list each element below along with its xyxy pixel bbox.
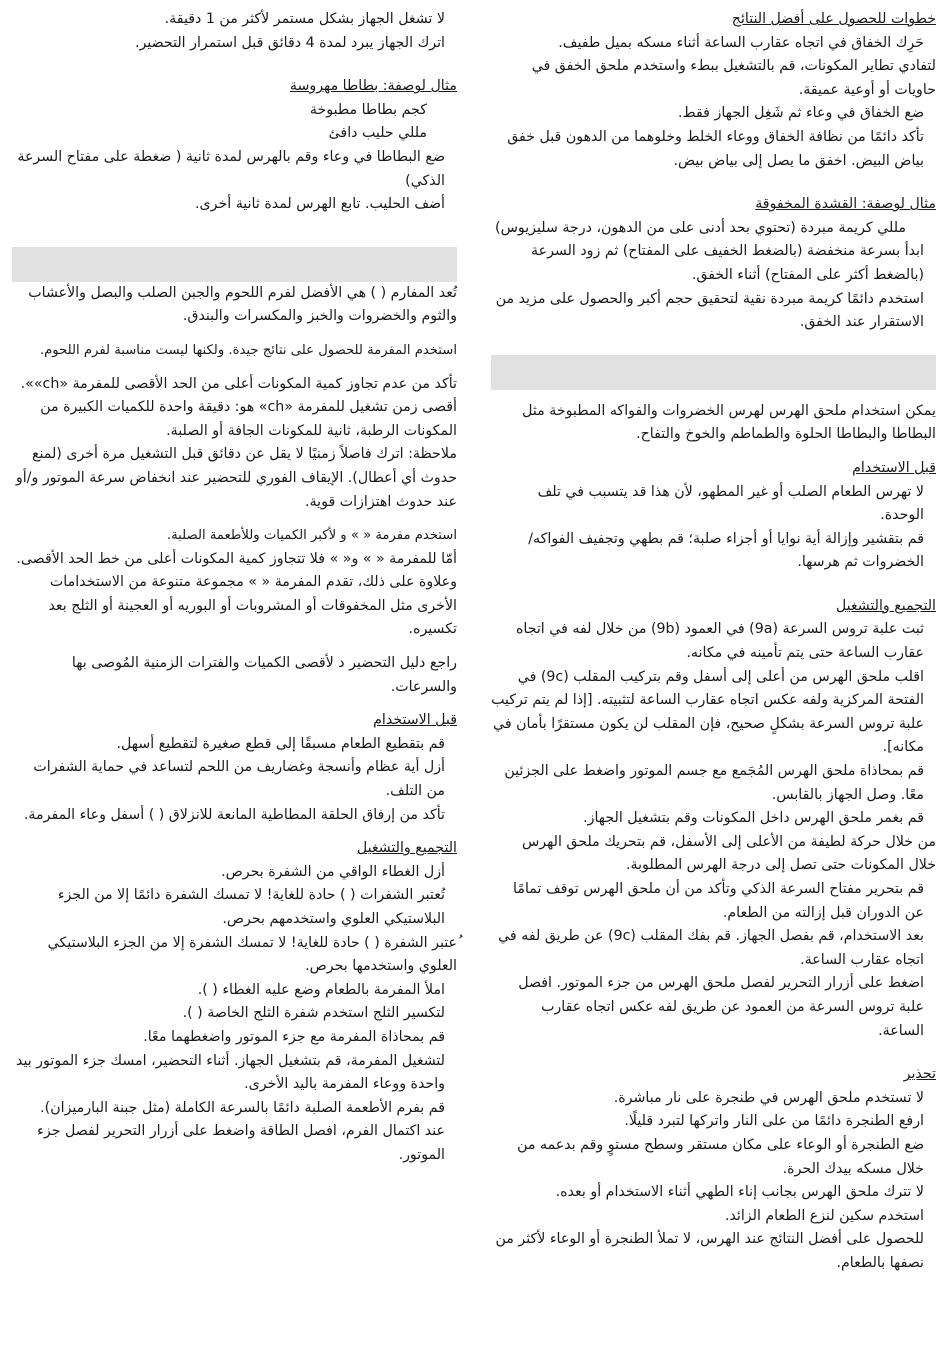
- results-line: تأكد دائمًا من نظافة الخفاق ووعاء الخلط وخلوهما من الدهون قبل خفق بياض البيض. اخفق ما يصل إلى بياض بيض.: [507, 128, 924, 169]
- chopper-more-line: وعلاوة على ذلك، تقدم المفرمة « » مجموعة متنوعة من الاستخدامات الأخرى مثل المخفوقات أو المشروبات أو البوريه أو العجينة أو الثلج بعد تكسيره.: [48, 574, 457, 638]
- chopper-assembly-line: قم بمحاذاة المفرمة مع جزء الموتور واضغطهما معًا.: [143, 1028, 445, 1045]
- warning-line: لا تستخدم ملحق الهرس في طنجرة على نار مباشرة.: [613, 1089, 924, 1106]
- chopper-assembly-line: لتشغيل المفرمة، قم بتشغيل الجهاز. أثناء التحضير، امسك جزء الموتور بيد واحدة ووعاء المفرمة باليد الأخرى.: [16, 1052, 445, 1093]
- warning-line: للحصول على أفضل النتائج عند الهرس، لا تملأ الطنجرة أو الوعاء لأكثر من نصفها بالطعام.: [495, 1231, 924, 1271]
- chopper-assembly-line: املأ المفرمة بالطعام وضع عليه الغطاء ( ).: [197, 981, 445, 998]
- chopper-max-line: أقصى زمن تشغيل للمفرمة «ch» هو: دقيقة واحدة للكميات الكبيرة من المكونات الرطبة، ثانية للمكونات الجافة أو الصلبة.: [40, 399, 457, 439]
- masher-before-use-line: لا تهرس الطعام الصلب أو غير المطهو، لأن هذا قد يتسبب في تلف الوحدة.: [537, 483, 924, 524]
- mashed-recipe-line: أضف الحليب. تابع الهرس لمدة ثانية أخرى.: [195, 196, 445, 213]
- cream-recipe-line: ابدأ بسرعة منخفضة (بالضغط الخفيف على المفتاح) ثم زود السرعة (بالضغط أكثر على المفتاح) أثناء الخفق.: [531, 243, 924, 283]
- mashed-recipe-line: ضع البطاطا في وعاء وقم بالهرس لمدة ثانية ( ضغطة على مفتاح السرعة الذكي): [17, 148, 445, 189]
- masher-assembly-line: اقلب ملحق الهرس من أعلى إلى أسفل وقم بتركيب المقلب (9c) في الفتحة المركزية ولفه عكس اتجاه عقارب الساعة لتثبيته. [إذا لم يتم تركيب علبة تروس السرعة بشكلٍ صحيح، فإن المقلب لن يكون مستقرًا بأمان في مكانه].: [491, 668, 924, 756]
- cream-recipe-line: مللي كريمة مبردة (تحتوي بحد أدنى على من الدهون، درجة سليزيوس): [495, 219, 906, 236]
- section-header-band: [491, 355, 936, 390]
- chopper-intro: تُعد المفارم ( ) هي الأفضل لفرم اللحوم والجبن الصلب والبصل والأعشاب والثوم والخضروات والخبز والمكسرات والبندق.: [28, 284, 457, 325]
- chopper-assembly-line: تُعتبر الشفرات ( ) حادة للغاية! لا تمسك الشفرة دائمًا إلا من الجزء البلاستيكي العلوي واستخدمهم بحرص.: [57, 887, 445, 927]
- results-line: حَرِك الخفاق في اتجاه عقارب الساعة أثناء مسكه بميل طفيف.: [558, 34, 924, 51]
- right-column: [491, 8, 936, 1276]
- warning-line: استخدم سكين لنزع الطعام الزائد.: [724, 1207, 924, 1224]
- usage-note-line: لا تشغل الجهاز بشكل مستمر لأكثر من 1 دقيقة.: [164, 11, 445, 27]
- results-heading: خطوات للحصول على أفضل النتائج: [731, 11, 936, 27]
- warning-heading: تحذير: [903, 1066, 936, 1083]
- masher-assembly-line: قم بمحاذاة ملحق الهرس المُجَمع مع جسم الموتور واضغط على الجزئين معًا. وصل الجهاز بالقابس.: [504, 763, 924, 803]
- left-column: [12, 8, 457, 1168]
- mashed-recipe-heading: مثال لوصفة: بطاطا مهروسة: [289, 78, 457, 95]
- chopper-assembly-line: لتكسير الثلج استخدم شفرة الثلج الخاصة ( ).: [182, 1005, 445, 1022]
- masher-before-use-line: قم بتقشير وإزالة أية نوايا أو أجزاء صلبة؛ قم بطهي وتجفيف الفواكه/ الخضروات ثم هرسها.: [528, 530, 924, 571]
- chopper-before-use-line: تأكد من إرفاق الحلقة المطاطية المانعة للانزلاق ( ) أسفل وعاء المفرمة.: [23, 806, 445, 823]
- chopper-assembly-line: أزل الغطاء الواقي من الشفرة بحرص.: [221, 863, 445, 880]
- chopper-before-use-line: أزل أية عظام وأنسجة وغضاريف من اللحم لتساعد في حماية الشفرات من التلف.: [33, 759, 445, 800]
- preparation-guide-note: راجع دليل التحضير د لأقصى الكميات والفترات الزمنية المُوصى بها والسرعات.: [71, 655, 457, 695]
- chopper-more-line: أمّا للمفرمة « » و« » فلا تتجاوز كمية المكونات أعلى من خط الحد الأقصى.: [16, 550, 457, 567]
- results-line: لتفادي تطاير المكونات، قم بالتشغيل ببطء واستخدم ملحق الخفق في حاويات أو أوعية عميقة.: [531, 58, 936, 98]
- mashed-recipe-line: مللي حليب دافئ: [328, 125, 427, 142]
- chopper-assembly-line: عند اكتمال الفرم، افصل الطاقة واضغط على أزرار التحرير لفصل جزء الموتور.: [37, 1123, 445, 1163]
- masher-assembly-line: بعد الاستخدام، قم بفصل الجهاز. قم بفك المقلب (9c) عن طريق لفه في اتجاه عقارب الساعة.: [498, 928, 924, 968]
- chopper-max-line: تأكد من عدم تجاوز كمية المكونات أعلى من الحد الأقصى للمفرمة «ch»».: [20, 375, 457, 392]
- masher-assembly-line: من خلال حركة لطيفة من الأعلى إلى الأسفل، قم بتحريك ملحق الهرس خلال المكونات حتى تصل إلى درجة الهرس المطلوبة.: [521, 833, 936, 874]
- chopper-assembly-heading: التجميع والتشغيل: [356, 840, 457, 857]
- results-line: ضع الخفاق في وعاء ثم شَغِل الجهاز فقط.: [678, 105, 924, 122]
- chopper-max-line: ملاحظة: اترك فاصلاً زمنيًا لا يقل عن دقائق قبل التشغيل مرة أخرى (لمنع حدوث أي أعطال). الإيقاف الفوري للتحضير عند انخفاض سرعة الموتور و/أو عند حدوث اهتزازات قوية.: [15, 446, 457, 510]
- masher-assembly-line: ثبت علبة تروس السرعة (9a) في العمود (9b) من خلال لفه في اتجاه عقارب الساعة حتى يتم تأمينه في مكانه.: [515, 621, 924, 662]
- chopper-assembly-line: ُعتبر الشفرة ( ) حادة للغاية! لا تمسك الشفرة إلا من الجزء البلاستيكي العلوي واستخدمها بحرص.: [47, 934, 457, 975]
- warning-line: لا تترك ملحق الهرس بجانب إناء الطهي أثناء الاستخدام أو بعده.: [555, 1184, 924, 1201]
- chopper-large-note: استخدم مفرمة « » و لأكبر الكميات وللأطعمة الصلبة.: [166, 528, 457, 544]
- masher-assembly-line: قم بتحرير مفتاح السرعة الذكي وتأكد من أن ملحق الهرس توقف تمامًا عن الدوران قبل إزالته من الطعام.: [513, 881, 924, 921]
- warning-line: ضع الطنجرة أو الوعاء على مكان مستقر وسطح مستوٍ وقم بدعمه من خلال مسكه بيدك الحرة.: [517, 1136, 924, 1177]
- chopper-assembly-line: قم بفرم الأطعمة الصلبة دائمًا بالسرعة الكاملة (مثل جبنة البارميزان).: [40, 1099, 445, 1116]
- chopper-use-note: استخدم المفرمة للحصول على نتائج جيدة. ولكنها ليست مناسبة لفرم اللحوم.: [39, 342, 457, 358]
- section-header-band: [12, 247, 457, 282]
- chopper-before-use-heading: قبل الاستخدام: [373, 712, 457, 729]
- cream-recipe-line: استخدم دائمًا كريمة مبردة نقية لتحقيق حجم أكبر والحصول على مزيد من الاستقرار عند الخفق.: [495, 290, 924, 331]
- chopper-before-use-line: قم بتقطيع الطعام مسبقًا إلى قطع صغيرة لتقطيع أسهل.: [116, 735, 445, 752]
- warning-line: ارفع الطنجرة دائمًا من على النار واتركها لتبرد قليلًا.: [624, 1113, 924, 1130]
- masher-intro: يمكن استخدام ملحق الهرس لهرس الخضروات والفواكه المطبوخة مثل البطاطا والبطاطا الحلوة والطماطم والخوخ والتفاح.: [522, 402, 936, 443]
- usage-note-line: اترك الجهاز يبرد لمدة 4 دقائق قبل استمرار التحضير.: [134, 34, 445, 51]
- masher-assembly-line: قم بغمر ملحق الهرس داخل المكونات وقم بتشغيل الجهاز.: [583, 810, 924, 827]
- masher-assembly-line: اضغط على أزرار التحرير لفصل ملحق الهرس من جزء الموتور. افصل علبة تروس السرعة من العمود عن طريق لفه عكس اتجاه عقارب الساعة.: [518, 975, 924, 1039]
- masher-assembly-heading: التجميع والتشغيل: [835, 597, 936, 614]
- masher-before-use-heading: قبل الاستخدام: [852, 459, 936, 476]
- cream-recipe-heading: مثال لوصفة: القشدة المخفوقة: [755, 196, 936, 213]
- mashed-recipe-line: كجم بطاطا مطبوخة: [309, 101, 427, 118]
